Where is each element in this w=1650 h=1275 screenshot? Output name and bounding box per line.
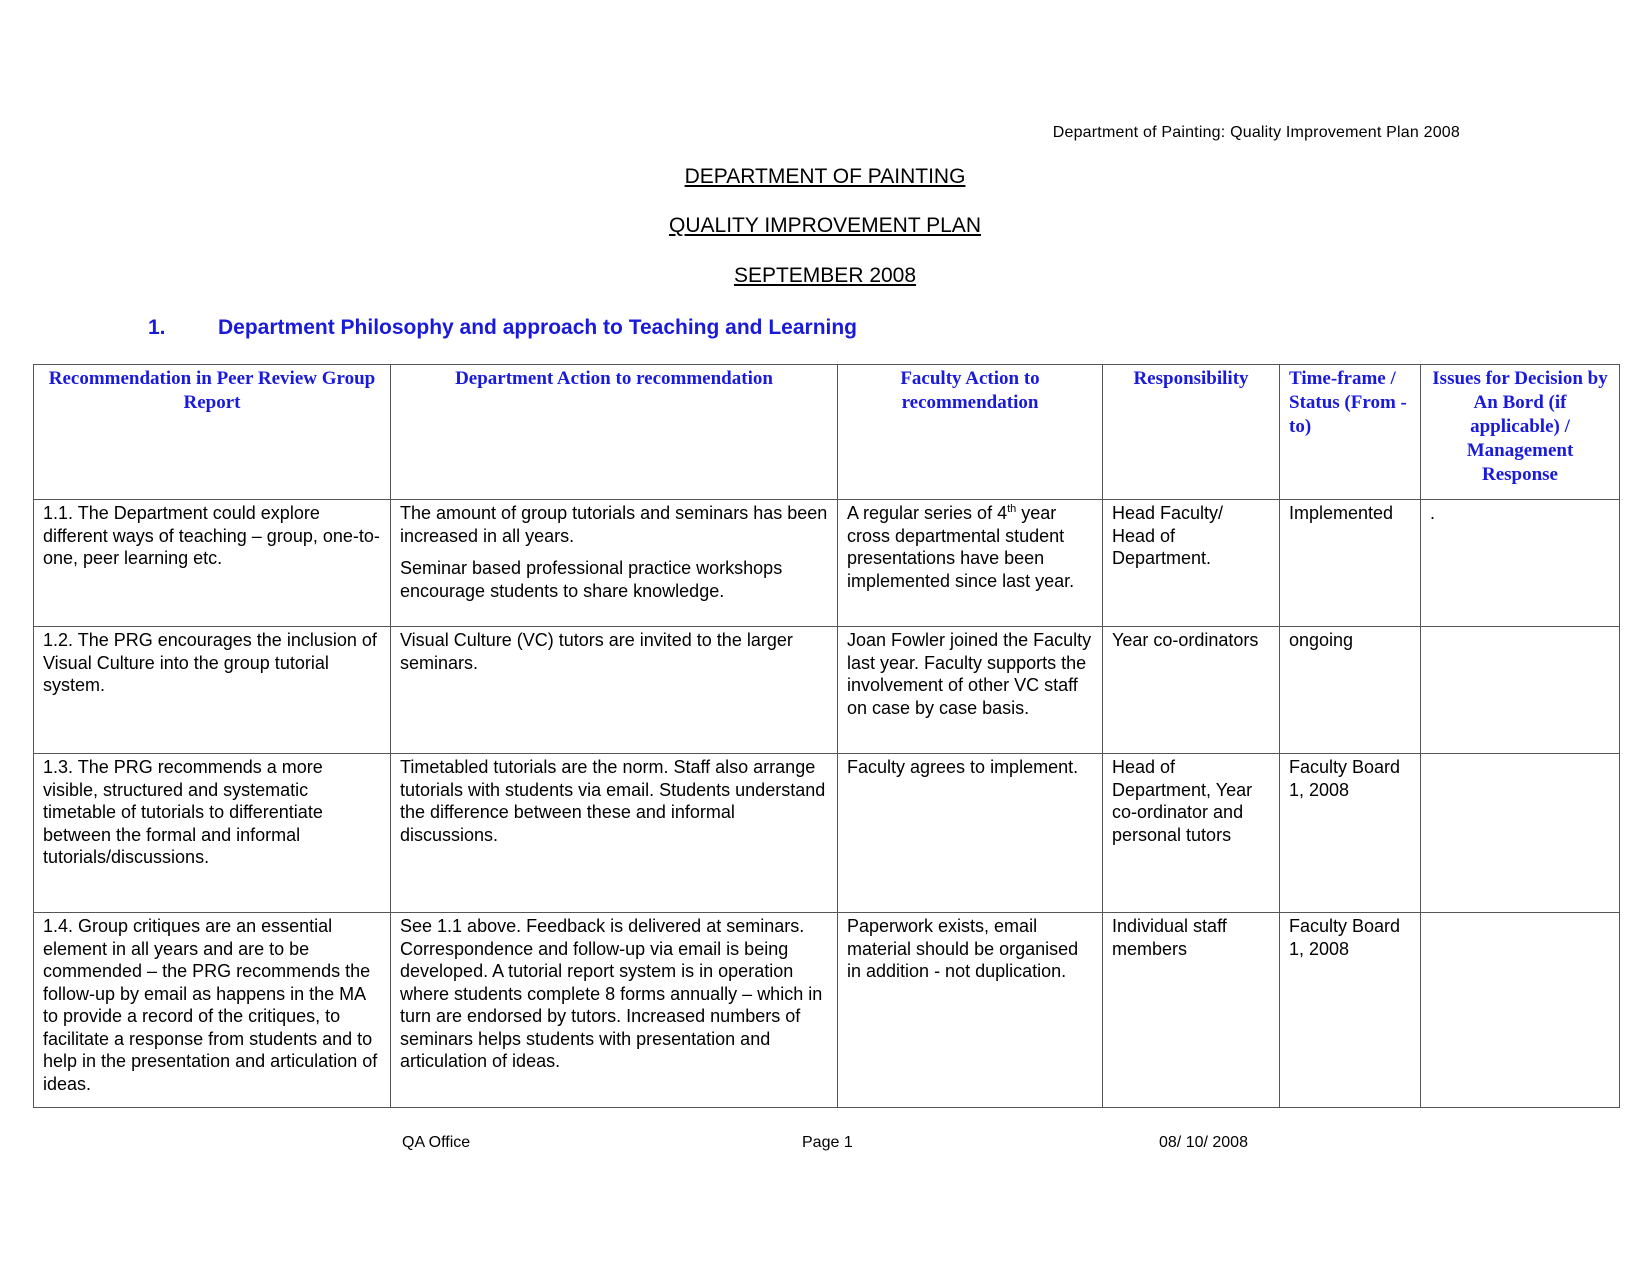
cell-department-action: See 1.1 above. Feedback is delivered at seminars. Correspondence and follow-up via email is being developed. A tutorial report system is in operation where students complete 8 forms annually – which in turn are endorsed by tutors. Increased numbers of seminars helps students with presentation and articulation of ideas. (391, 913, 838, 1108)
cell-faculty-action: Paperwork exists, email material should be organised in addition - not duplication. (838, 913, 1103, 1108)
cell-department-action: Visual Culture (VC) tutors are invited to the larger seminars. (391, 627, 838, 754)
cell-timeframe: Faculty Board 1, 2008 (1280, 913, 1421, 1108)
quality-plan-table (33, 364, 1620, 1108)
section-heading (148, 316, 857, 340)
cell-issues: . (1421, 500, 1620, 627)
cell-responsibility: Head Faculty/ Head of Department. (1103, 500, 1280, 627)
cell-responsibility: Head of Department, Year co-ordinator and personal tutors (1103, 754, 1280, 913)
header-responsibility: Responsibility (1103, 365, 1280, 500)
cell-timeframe: Faculty Board 1, 2008 (1280, 754, 1421, 913)
cell-department-action (391, 500, 838, 627)
header-department-action: Department Action to recommendation (391, 365, 838, 500)
ordinal-superscript: th (1007, 503, 1017, 515)
cell-responsibility: Year co-ordinators (1103, 627, 1280, 754)
cell-timeframe: Implemented (1280, 500, 1421, 627)
header-timeframe: Time-frame / Status (From - to) (1280, 365, 1421, 500)
cell-faculty-action (838, 500, 1103, 627)
department-action-paragraph: Seminar based professional practice workshops encourage students to share knowledge. (400, 558, 783, 601)
document-subtitle: QUALITY IMPROVEMENT PLAN (669, 214, 981, 237)
faculty-action-text: year cross departmental student presentations have been implemented since last year. (847, 503, 1075, 591)
cell-recommendation: 1.4. Group critiques are an essential element in all years and are to be commended – the PRG recommends the follow-up by email as happens in the MA to provide a record of the critiques, to facilitate a response from students and to help in the presentation and articulation of ideas. (34, 913, 391, 1108)
cell-department-action: Timetabled tutorials are the norm. Staff also arrange tutorials with students via email. Students understand the difference between these and informal discussions. (391, 754, 838, 913)
cell-faculty-action: Faculty agrees to implement. (838, 754, 1103, 913)
faculty-action-text: A regular series of 4 (847, 503, 1008, 523)
document-date: SEPTEMBER 2008 (733, 264, 917, 287)
department-action-paragraph: The amount of group tutorials and seminars has been increased in all years. (400, 503, 828, 546)
section-number: 1. (148, 316, 166, 339)
section-title: Department Philosophy and approach to Teaching and Learning (218, 316, 858, 339)
cell-faculty-action: Joan Fowler joined the Faculty last year. Faculty supports the involvement of other VC staff on case by case basis. (838, 627, 1103, 754)
table-row (34, 913, 1620, 1108)
table-row (34, 500, 1620, 627)
header-faculty-action: Faculty Action to recommendation (838, 365, 1103, 500)
document-title: DEPARTMENT OF PAINTING (684, 165, 966, 188)
footer-page-number: Page 1 (802, 1134, 853, 1151)
header-recommendation: Recommendation in Peer Review Group Report (34, 365, 391, 500)
table-header-row (34, 365, 1620, 500)
cell-recommendation: 1.2. The PRG encourages the inclusion of Visual Culture into the group tutorial system. (34, 627, 391, 754)
footer-date: 08/ 10/ 2008 (1159, 1134, 1248, 1151)
cell-issues (1421, 627, 1620, 754)
running-header: Department of Painting: Quality Improvement Plan 2008 (1052, 124, 1460, 141)
cell-issues (1421, 754, 1620, 913)
table-row (34, 754, 1620, 913)
header-issues: Issues for Decision by An Bord (if applicable) / Management Response (1421, 365, 1620, 500)
cell-timeframe: ongoing (1280, 627, 1421, 754)
cell-responsibility: Individual staff members (1103, 913, 1280, 1108)
cell-recommendation: 1.1. The Department could explore different ways of teaching – group, one-to-one, peer learning etc. (34, 500, 391, 627)
cell-issues (1421, 913, 1620, 1108)
footer-office: QA Office (402, 1134, 471, 1151)
cell-recommendation: 1.3. The PRG recommends a more visible, structured and systematic timetable of tutorials to differentiate between the formal and informal tutorials/discussions. (34, 754, 391, 913)
table-row (34, 627, 1620, 754)
